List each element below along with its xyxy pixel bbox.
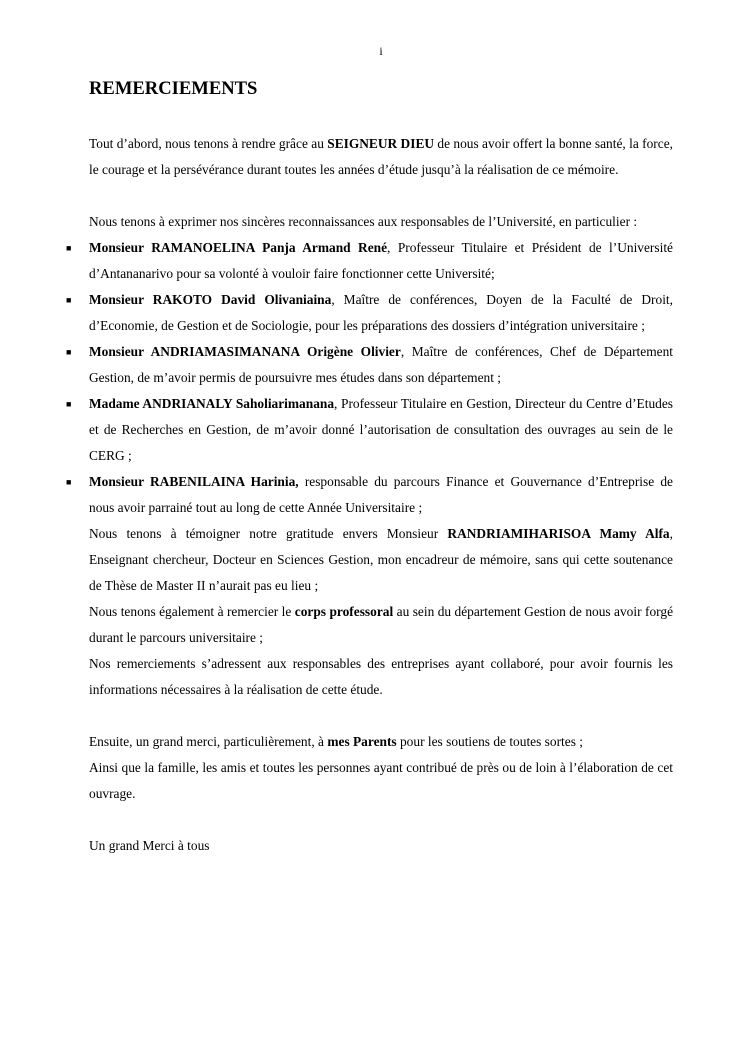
square-bullet-icon: ■: [66, 477, 72, 487]
person-name: Monsieur RABENILAINA Harinia,: [89, 474, 299, 489]
person-description: , Maître de conférences, Doyen de la Faculté de Droit, d’Economie, de Gestion et de Sociologie, pour les préparations des dossiers d’intégration universitaire ;: [89, 292, 673, 333]
paragraph-spacer: [89, 183, 673, 209]
encadreur-text-start: Nous tenons à témoigner notre gratitude envers Monsieur: [89, 526, 448, 541]
responsables-list: [66, 235, 673, 521]
person-description: , Maître de conférences, Chef de Département Gestion, de m’avoir permis de poursuivre mes études dans son département ;: [89, 344, 673, 385]
entreprises-paragraph: Nos remerciements s’adressent aux responsables des entreprises ayant collaboré, pour avoir fournis les informations nécessaires à la réalisation de cette étude.: [89, 656, 673, 697]
corps-text-start: Nous tenons également à remercier le: [89, 604, 295, 619]
encadreur-name: RANDRIAMIHARISOA Mamy Alfa: [447, 526, 670, 541]
square-bullet-icon: ■: [66, 243, 72, 253]
list-item: [66, 235, 673, 287]
famille-paragraph: Ainsi que la famille, les amis et toutes les personnes ayant contribué de près ou de loin à l’élaboration de cet ouvrage.: [89, 760, 673, 801]
corps-text-end: au sein du département Gestion de nous avoir forgé durant le parcours universitaire ;: [89, 604, 674, 645]
encadreur-paragraph: [89, 521, 673, 599]
square-bullet-icon: ■: [66, 347, 72, 357]
parents-paragraph: [89, 729, 673, 755]
list-item: [66, 287, 673, 339]
person-name: Monsieur RAMANOELINA Panja Armand René: [89, 240, 388, 255]
parents-emphasis: mes Parents: [327, 734, 397, 749]
closing-line: Un grand Merci à tous: [89, 838, 210, 853]
parents-text-end: pour les soutiens de toutes sortes ;: [396, 734, 583, 749]
list-item: [66, 391, 673, 469]
paragraph-spacer: [89, 807, 673, 833]
person-name: Madame ANDRIANALY Saholiarimanana: [89, 396, 335, 411]
person-name: Monsieur RAKOTO David Olivaniaina: [89, 292, 332, 307]
parents-text-start: Ensuite, un grand merci, particulièrement, à: [89, 734, 328, 749]
encadreur-text-end: , Enseignant chercheur, Docteur en Sciences Gestion, mon encadreur de mémoire, sans qui cette soutenance de Thèse de Master II n’aurait pas eu lieu ;: [89, 526, 673, 593]
intro-text-end: de nous avoir offert la bonne santé, la force, le courage et la persévérance durant toutes les années d’étude jusqu’à la réalisation de ce mémoire.: [89, 136, 673, 177]
person-description: , Professeur Titulaire et Président de l’Université d’Antananarivo pour sa volonté à vouloir faire fonctionner cette Université;: [89, 240, 673, 281]
intro-emphasis: SEIGNEUR DIEU: [327, 136, 435, 151]
list-item: [66, 469, 673, 521]
acknowledgements-body: [66, 131, 674, 859]
person-description: responsable du parcours Finance et Gouvernance d’Entreprise de nous avoir parrainé tout au long de cette Année Universitaire ;: [89, 474, 673, 515]
intro-text-start: Tout d’abord, nous tenons à rendre grâce au: [89, 136, 328, 151]
person-description: , Professeur Titulaire en Gestion, Directeur du Centre d’Etudes et de Recherches en Gestion, de m’avoir donné l’autorisation de consultation des ouvrages au sein de le CERG ;: [89, 396, 673, 463]
paragraph-spacer: [89, 703, 673, 729]
page-number: i: [379, 44, 383, 58]
corps-paragraph: [89, 599, 673, 651]
square-bullet-icon: ■: [66, 399, 72, 409]
person-name: Monsieur ANDRIAMASIMANANA Origène Olivier: [89, 344, 401, 359]
responsables-intro: Nous tenons à exprimer nos sincères reconnaissances aux responsables de l’Université, en particulier :: [89, 214, 638, 229]
square-bullet-icon: ■: [66, 295, 72, 305]
page-title: REMERCIEMENTS: [89, 78, 258, 99]
corps-emphasis: corps professoral: [294, 604, 394, 619]
list-item: [66, 339, 673, 391]
intro-paragraph: [89, 131, 673, 183]
